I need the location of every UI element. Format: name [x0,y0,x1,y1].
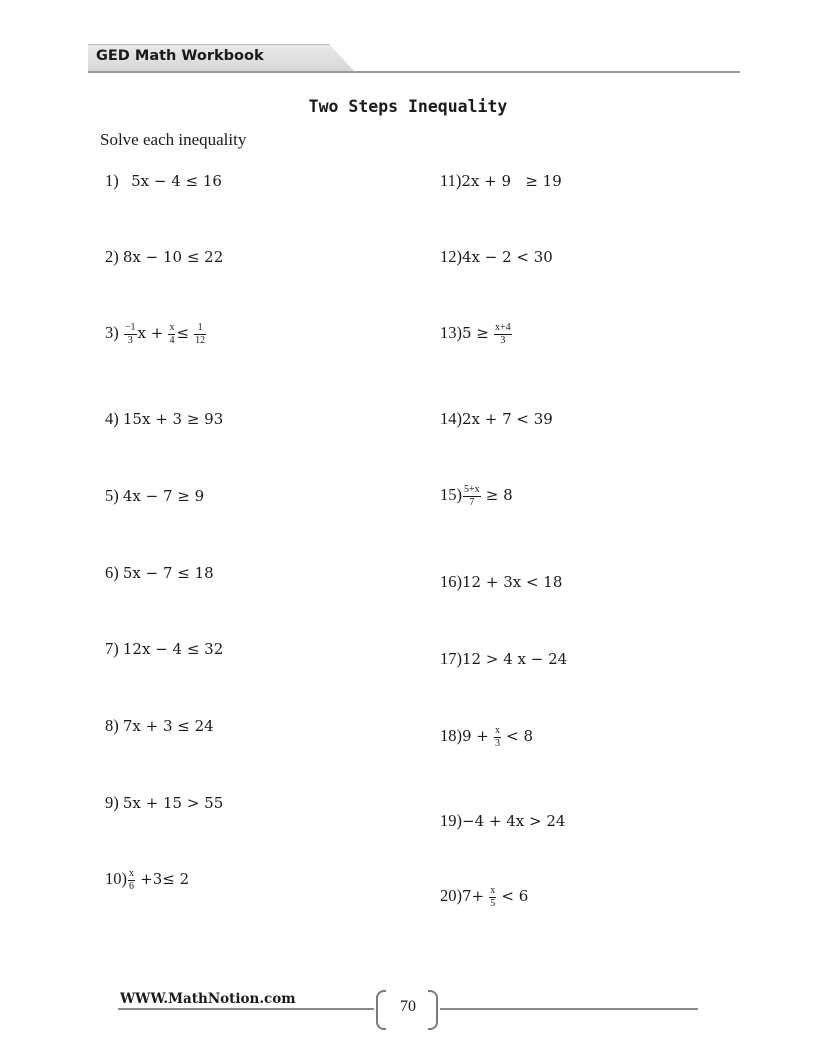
problem-9: 9) 5x + 15 > 55 [105,793,224,812]
fraction: $\frac{1}{12}$ [195,322,206,346]
problem-19: 19)−4 + 4x > 24 [440,811,566,830]
page-number-bracket-right [428,990,438,1030]
problem-7: 7) 12x − 4 ≤ 32 [105,639,224,658]
footer-website: WWW.MathNotion.com [120,991,296,1007]
problem-20: 20)7+ $\frac{x}{5}$ < 6 [440,885,529,909]
instructions: Solve each inequality [100,130,247,149]
problem-6: 6) 5x − 7 ≤ 18 [105,563,214,582]
footer-rule-right [440,1008,698,1010]
fraction: $\frac{x}{4}$ [169,322,175,346]
problem-1: 1) 5x − 4 ≤ 16 [105,171,222,190]
problem-3: 3) $\frac{-1}{3}$ x + $\frac{x}{4}$ ≤ $\frac{1}{12}$ [105,322,206,346]
fraction: $\frac{-1}{3}$ [124,322,136,346]
problem-18: 18)9 + $\frac{x}{3}$ < 8 [440,725,534,749]
fraction: $\frac{x}{5}$ [490,885,496,909]
page-number: 70 [400,998,416,1015]
problem-10: 10) $\frac{x}{6}$ +3≤ 2 [105,868,190,892]
header-rule [88,71,740,73]
problem-2: 2) 8x − 10 ≤ 22 [105,247,224,266]
problem-4: 4) 15x + 3 ≥ 93 [105,409,224,428]
fraction: $\frac{x}{6}$ [129,868,134,892]
problem-5: 5) 4x − 7 ≥ 9 [105,486,205,505]
problem-16: 16)12 + 3x < 18 [440,572,563,591]
problem-12: 12)4x − 2 < 30 [440,247,553,266]
problem-13: 13)5 ≥ $\frac{x+4}{3}$ [440,322,511,346]
workbook-title: GED Math Workbook [96,48,264,64]
fraction: $\frac{5+x}{7}$ [464,484,480,508]
problem-11: 11)2x + 9 ≥ 19 [440,171,562,190]
page-number-bracket-left [376,990,386,1030]
page-title: Two Steps Inequality [308,97,508,116]
fraction: $\frac{x}{3}$ [495,725,501,749]
problem-8: 8) 7x + 3 ≤ 24 [105,716,214,735]
problem-15: 15) $\frac{5+x}{7}$ ≥ 8 [440,484,513,508]
problem-14: 14)2x + 7 < 39 [440,409,553,428]
problem-17: 17)12 > 4 x − 24 [440,649,568,668]
footer-rule-left [118,1008,374,1010]
fraction: $\frac{x+4}{3}$ [495,322,511,346]
